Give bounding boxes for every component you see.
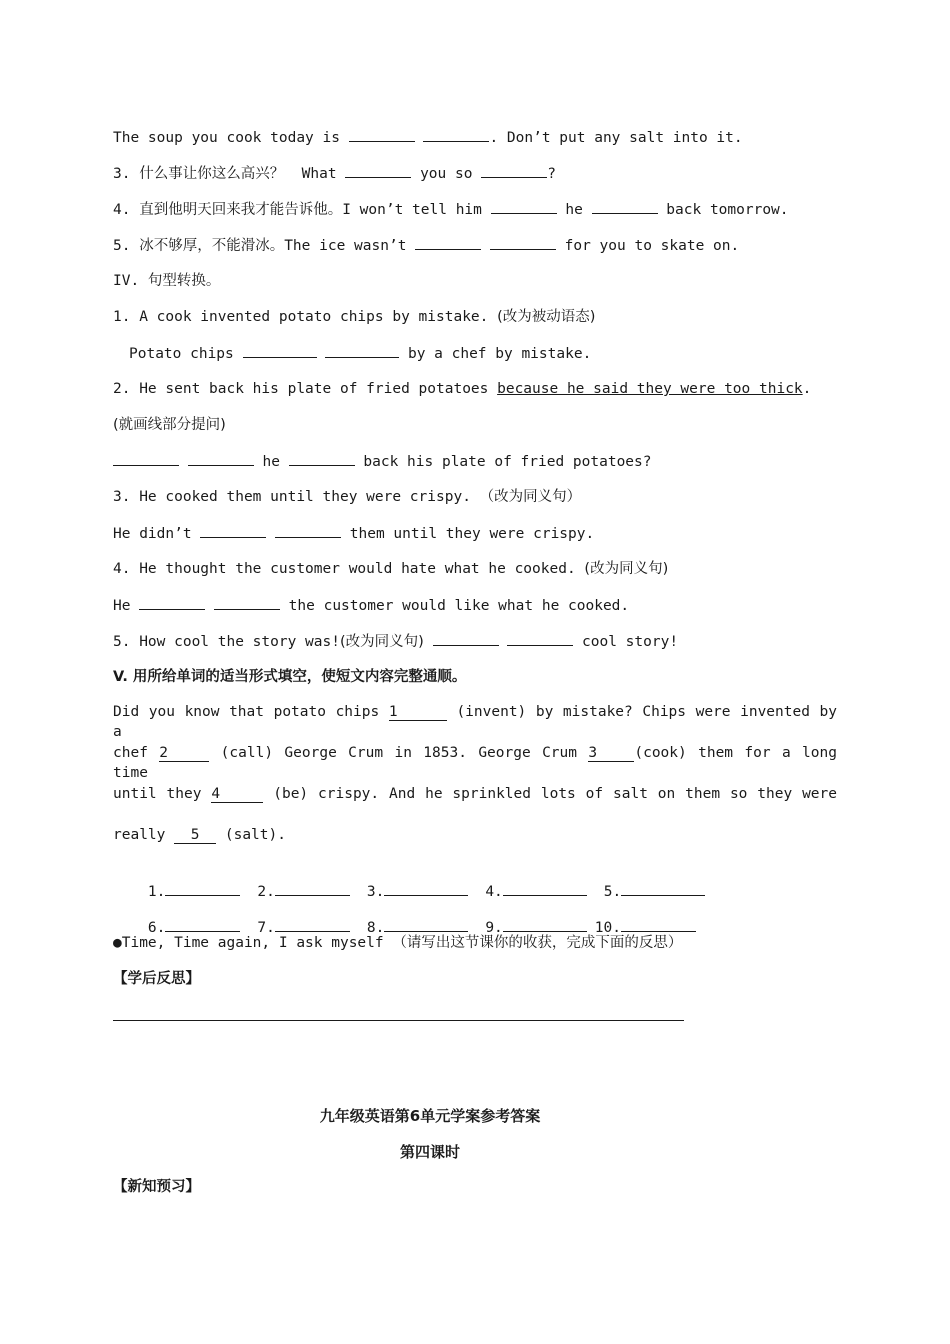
blank[interactable] [433, 631, 499, 646]
transform-item-3: 3. He cooked them until they were crispy. （改为同义句） [113, 489, 582, 505]
answer-blank[interactable] [621, 881, 705, 896]
answer-blank[interactable] [165, 881, 240, 896]
question-4: 4. 直到他明天回来我才能告诉他。I won’t tell him he back tomorrow. [113, 199, 789, 220]
blank[interactable] [243, 343, 317, 358]
answer-row-1: 1. 2. 3. 4. 5. [113, 861, 705, 922]
blank[interactable] [139, 595, 205, 610]
question-3: 3. 什么事让你这么高兴？ What you so ? [113, 163, 556, 184]
blank[interactable] [415, 235, 481, 250]
blank-2[interactable]: 2 [159, 745, 209, 762]
transform-item-4: 4. He thought the customer would hate what he cooked. (改为同义句) [113, 561, 669, 577]
blank[interactable] [423, 127, 489, 142]
passage-line-4: really 5 (salt). [113, 827, 286, 843]
transform-item-2: 2. He sent back his plate of fried potatoes because he said they were too thick. [113, 381, 812, 397]
blank[interactable] [200, 523, 266, 538]
blank[interactable] [188, 451, 254, 466]
passage-line-1: Did you know that potato chips 1 (invent) by mistake? Chips were invented by a [113, 704, 838, 740]
blank[interactable] [481, 163, 547, 178]
blank[interactable] [113, 451, 179, 466]
transform-answer-2: he back his plate of fried potatoes? [113, 451, 652, 472]
passage-line-3: until they 4 (be) crispy. And he sprinkled lots of salt on them so they were [113, 786, 837, 802]
blank-1[interactable]: 1 [389, 704, 447, 721]
transform-answer-4: He the customer would like what he cooked. [113, 595, 629, 616]
section-5-heading: V. 用所给单词的适当形式填空，使短文内容完整通顺。 [113, 669, 467, 685]
reflection-heading: 【学后反思】 [113, 971, 200, 987]
reflection-prompt: ●Time, Time again, I ask myself （请写出这节课你的收获，完成下面的反思） [113, 935, 683, 951]
answer-blank[interactable] [275, 917, 350, 932]
soup-sentence: The soup you cook today is . Don’t put any salt into it. [113, 127, 743, 148]
blank-4[interactable]: 4 [211, 786, 263, 803]
answer-blank[interactable] [165, 917, 240, 932]
section-4-heading: IV. 句型转换。 [113, 273, 221, 289]
blank[interactable] [507, 631, 573, 646]
answer-blank[interactable] [384, 917, 468, 932]
blank[interactable] [345, 163, 411, 178]
answer-blank[interactable] [503, 881, 587, 896]
transform-item-2-instruction: (就画线部分提问) [113, 417, 226, 433]
answer-blank[interactable] [503, 917, 587, 932]
answer-blank[interactable] [275, 881, 350, 896]
blank-5[interactable]: 5 [174, 827, 216, 844]
answer-row-2: 6. 7. 8. 9. 10. [113, 897, 696, 958]
passage-line-2: chef 2 (call) George Crum in 1853. George Crum 3 (cook) them for a long time [113, 745, 837, 781]
blank[interactable] [349, 127, 415, 142]
answer-key-section: 【新知预习】 [113, 1179, 200, 1195]
blank[interactable] [289, 451, 355, 466]
reflection-writing-line[interactable] [113, 1020, 684, 1021]
blank[interactable] [214, 595, 280, 610]
transform-answer-1: Potato chips by a chef by mistake. [129, 343, 591, 364]
answer-key-subtitle: 第四课时 [399, 1143, 460, 1161]
answer-key-title: 九年级英语第6单元学案参考答案 [319, 1107, 541, 1125]
blank[interactable] [325, 343, 399, 358]
transform-item-1: 1. A cook invented potato chips by mistake. (改为被动语态) [113, 309, 596, 325]
answer-blank[interactable] [384, 881, 468, 896]
blank[interactable] [275, 523, 341, 538]
transform-item-5: 5. How cool the story was!(改为同义句) cool story! [113, 631, 678, 652]
question-5: 5. 冰不够厚，不能滑冰。The ice wasn’t for you to skate on. [113, 235, 739, 256]
blank[interactable] [490, 235, 556, 250]
answer-blank[interactable] [621, 917, 696, 932]
transform-answer-3: He didn’t them until they were crispy. [113, 523, 594, 544]
underlined-phrase: because he said they were too thick [497, 381, 803, 397]
blank-3[interactable]: 3 [588, 745, 634, 762]
blank[interactable] [491, 199, 557, 214]
blank[interactable] [592, 199, 658, 214]
